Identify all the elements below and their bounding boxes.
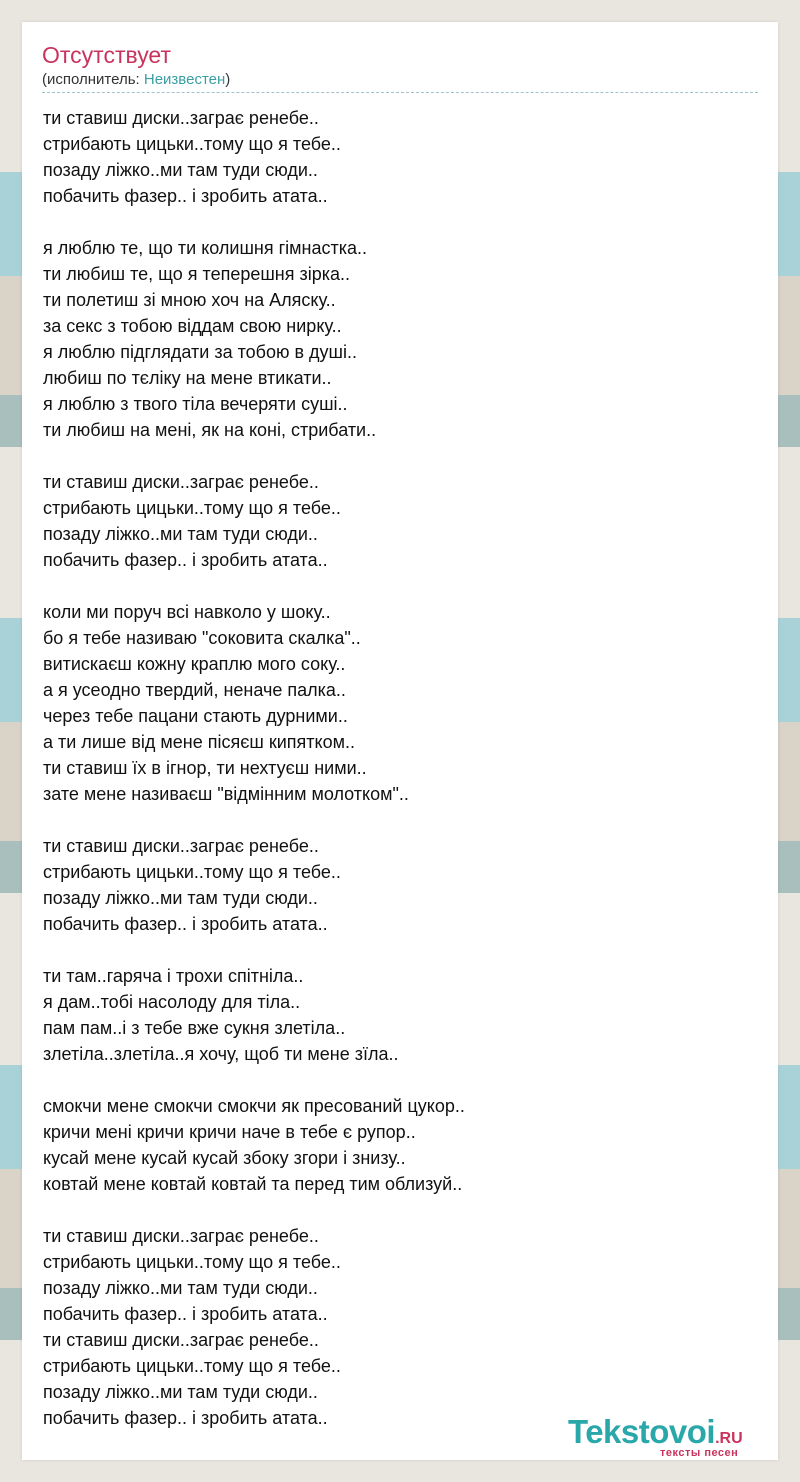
- lyric-line: позаду ліжко..ми там туди сюди..: [43, 1382, 318, 1402]
- lyric-line: ти полетиш зі мною хоч на Аляску..: [43, 290, 336, 310]
- lyric-line: коли ми поруч всі навколо у шоку..: [43, 602, 331, 622]
- artist-link[interactable]: Неизвестен: [143, 71, 226, 88]
- lyric-line: любиш по тєліку на мене втикати..: [43, 368, 332, 388]
- logo-tld: .RU: [715, 1430, 743, 1447]
- lyrics-stanza: [43, 1223, 743, 1431]
- lyric-line: я люблю те, що ти колишня гімнастка..: [43, 238, 368, 258]
- lyric-line: ти ставиш диски..заграє ренебе..: [43, 108, 319, 128]
- lyrics-stanza: [43, 599, 743, 807]
- header-divider: [42, 92, 758, 93]
- lyric-line: побачить фазер.. і зробить атата..: [43, 550, 328, 570]
- lyric-line: ти там..гаряча і трохи спітніла..: [43, 966, 304, 986]
- song-byline: [42, 70, 758, 90]
- byline-prefix: (исполнитель:: [42, 71, 144, 88]
- lyrics-stanza: [43, 469, 743, 573]
- lyric-line: стрибають цицьки..тому що я тебе..: [43, 134, 341, 154]
- lyric-line: побачить фазер.. і зробить атата..: [43, 1304, 328, 1324]
- lyric-line: я дам..тобі насолоду для тіла..: [43, 992, 301, 1012]
- lyric-line: стрибають цицьки..тому що я тебе..: [43, 498, 341, 518]
- lyric-line: ти любиш на мені, як на коні, стрибати..: [43, 420, 377, 440]
- lyric-line: кусай мене кусай кусай збоку згори і знизу..: [43, 1148, 406, 1168]
- lyrics-stanza: [43, 963, 743, 1067]
- lyric-line: смокчи мене смокчи смокчи як пресований цукор..: [43, 1096, 465, 1116]
- lyric-line: стрибають цицьки..тому що я тебе..: [43, 1252, 341, 1272]
- lyrics-card: [22, 22, 778, 1460]
- lyric-line: бо я тебе називаю "соковита скалка"..: [43, 628, 361, 648]
- lyric-line: я люблю з твого тіла вечеряти суші..: [43, 394, 348, 414]
- logo-tagline: тексты песен: [660, 1447, 739, 1459]
- lyrics-stanza: [43, 105, 743, 209]
- lyric-line: позаду ліжко..ми там туди сюди..: [43, 160, 318, 180]
- song-title: Отсутствует: [42, 42, 171, 68]
- lyric-line: стрибають цицьки..тому що я тебе..: [43, 862, 341, 882]
- lyric-line: ти ставиш диски..заграє ренебе..: [43, 836, 319, 856]
- lyric-line: побачить фазер.. і зробить атата..: [43, 1408, 328, 1428]
- lyric-line: кричи мені кричи кричи наче в тебе є рупор..: [43, 1122, 416, 1142]
- lyric-line: а я усеодно твердий, неначе палка..: [43, 680, 346, 700]
- lyric-line: ти ставиш диски..заграє ренебе..: [43, 1330, 319, 1350]
- lyric-line: позаду ліжко..ми там туди сюди..: [43, 888, 318, 908]
- lyric-line: ти ставиш диски..заграє ренебе..: [43, 472, 319, 492]
- site-logo[interactable]: [568, 1413, 778, 1462]
- lyric-line: побачить фазер.. і зробить атата..: [43, 186, 328, 206]
- lyric-line: стрибають цицьки..тому що я тебе..: [43, 1356, 341, 1376]
- lyric-line: ти любиш те, що я теперешня зірка..: [43, 264, 351, 284]
- lyric-line: ти ставиш їх в ігнор, ти нехтуєш ними..: [43, 758, 367, 778]
- lyric-line: через тебе пацани стають дурними..: [43, 706, 348, 726]
- lyric-line: позаду ліжко..ми там туди сюди..: [43, 524, 318, 544]
- lyric-line: я люблю підглядати за тобою в душі..: [43, 342, 357, 362]
- logo-name: Tekstovoi: [568, 1413, 716, 1450]
- lyric-line: побачить фазер.. і зробить атата..: [43, 914, 328, 934]
- lyric-line: витискаєш кожну краплю мого соку..: [43, 654, 346, 674]
- lyric-line: зате мене називаєш "відмінним молотком"..: [43, 784, 409, 804]
- byline-suffix: ): [225, 71, 231, 88]
- lyric-line: ти ставиш диски..заграє ренебе..: [43, 1226, 319, 1246]
- lyric-line: ковтай мене ковтай ковтай та перед тим облизуй..: [43, 1174, 463, 1194]
- lyric-line: пам пам..і з тебе вже сукня злетіла..: [43, 1018, 346, 1038]
- song-header: [42, 40, 758, 90]
- lyric-line: а ти лише від мене пісяєш кипятком..: [43, 732, 355, 752]
- lyrics-body: [43, 105, 743, 1457]
- lyrics-stanza: [43, 1093, 743, 1197]
- lyrics-stanza: [43, 235, 743, 443]
- lyric-line: злетіла..злетіла..я хочу, щоб ти мене зїла..: [43, 1044, 399, 1064]
- lyrics-stanza: [43, 833, 743, 937]
- lyric-line: позаду ліжко..ми там туди сюди..: [43, 1278, 318, 1298]
- lyric-line: за секс з тобою віддам свою нирку..: [43, 316, 342, 336]
